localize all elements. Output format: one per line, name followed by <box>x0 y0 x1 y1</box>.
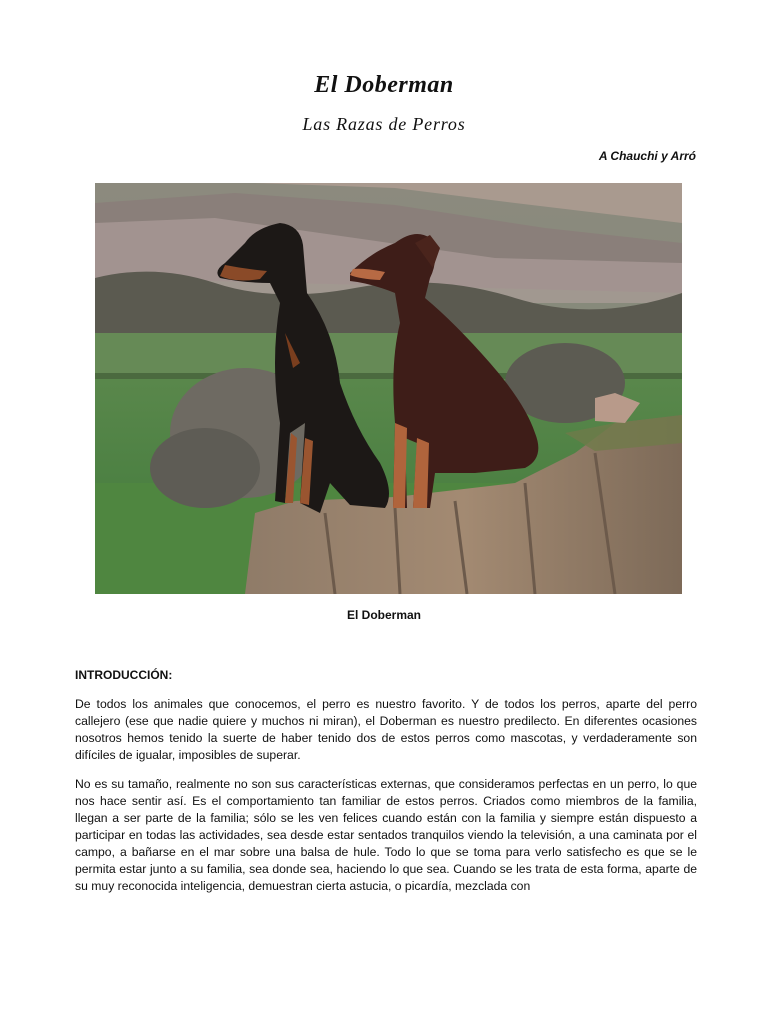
body-paragraph: No es su tamaño, realmente no son sus características externas, que consideramos perfectas en un perro, lo que nos hace sentir así. Es el comportamiento tan familiar de estos perros. Criados como miembros de la familia, llegan a ser parte de la familia; sólo se les ven felices cuando están con la familia y siempre están dispuesto a participar en todas las actividades, sea desde estar sentados tranquilos viendo la televisión, a una caminata por el campo, a bañarse en el mar sobre una balsa de hule. Todo lo que se toma para verlo satisfecho es que se le permita estar junto a su familia, sea donde sea, haciendo lo que sea. Cuando se les trata de esta forma, aparte de su muy reconocida inteligencia, demuestran cierta astucia, o picardía, mezclada con <box>75 777 697 893</box>
document-subtitle: Las Razas de Perros <box>302 114 466 134</box>
image-caption: El Doberman <box>346 608 421 622</box>
section-heading: INTRODUCCIÓN: <box>75 668 173 682</box>
document-title: El Doberman <box>314 72 454 98</box>
doberman-photo <box>95 183 682 594</box>
document-author: A Chauchi y Arró <box>598 149 696 163</box>
body-paragraph: De todos los animales que conocemos, el perro es nuestro favorito. Y de todos los perros, aparte del perro callejero (ese que nadie quiere y muchos ni miran), el Doberman es nuestro predilecto. En diferentes ocasiones nosotros hemos tenido la suerte de haber tenido dos de estos perros como mascotas, y verdaderamente son difíciles de igualar, imposibles de superar. <box>75 697 697 762</box>
